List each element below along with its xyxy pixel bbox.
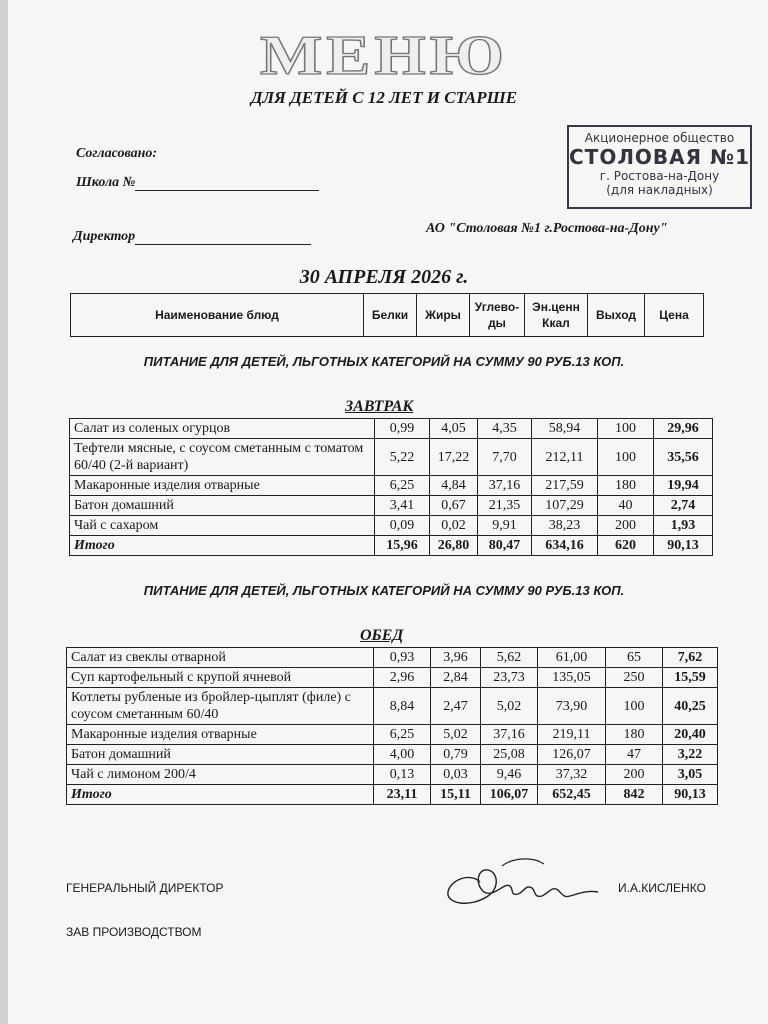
yield-value: 40 — [598, 496, 654, 516]
total-row — [70, 536, 713, 556]
dish-name: Тефтели мясные, с соусом сметанным с томатом 60/40 (2-й вариант) — [70, 439, 375, 476]
table-row — [70, 419, 713, 439]
total-carbs: 106,07 — [481, 785, 538, 805]
carbs-value: 37,16 — [481, 725, 538, 745]
price-value: 29,96 — [654, 419, 713, 439]
carbs-value: 5,02 — [481, 688, 538, 725]
energy-value: 107,29 — [532, 496, 598, 516]
fat-value: 3,96 — [431, 648, 481, 668]
price-value: 40,25 — [663, 688, 718, 725]
carbs-value: 5,62 — [481, 648, 538, 668]
yield-value: 47 — [606, 745, 663, 765]
yield-value: 100 — [606, 688, 663, 725]
yield-value: 100 — [598, 439, 654, 476]
breakfast-subsidy-note: ПИТАНИЕ ДЛЯ ДЕТЕЙ, ЛЬГОТНЫХ КАТЕГОРИЙ НА СУММУ 90 РУБ.13 КОП. — [143, 354, 625, 369]
fat-value: 0,03 — [431, 765, 481, 785]
protein-value: 3,41 — [375, 496, 430, 516]
protein-value: 0,13 — [374, 765, 431, 785]
yield-value: 65 — [606, 648, 663, 668]
price-value: 15,59 — [663, 668, 718, 688]
price-value: 19,94 — [654, 476, 713, 496]
general-director-label: ГЕНЕРАЛЬНЫЙ ДИРЕКТОР — [66, 881, 224, 895]
protein-value: 6,25 — [375, 476, 430, 496]
energy-value: 37,32 — [538, 765, 606, 785]
column-header-table — [70, 293, 704, 337]
director-signature — [440, 852, 605, 914]
energy-value: 61,00 — [538, 648, 606, 668]
stamp-line-4: (для накладных) — [606, 183, 713, 197]
dish-name: Макаронные изделия отварные — [70, 476, 375, 496]
lunch-table — [66, 647, 718, 805]
school-label: Школа № — [76, 175, 136, 190]
total-protein: 23,11 — [374, 785, 431, 805]
table-row — [67, 765, 718, 785]
carbs-value: 9,46 — [481, 765, 538, 785]
dish-name: Суп картофельный с крупой ячневой — [67, 668, 374, 688]
table-row — [70, 439, 713, 476]
dish-name: Батон домашний — [67, 745, 374, 765]
dish-name: Макаронные изделия отварные — [67, 725, 374, 745]
energy-value: 217,59 — [532, 476, 598, 496]
protein-value: 0,09 — [375, 516, 430, 536]
director-signature-line — [135, 230, 311, 245]
total-price: 90,13 — [663, 785, 718, 805]
yield-value: 200 — [598, 516, 654, 536]
table-row — [67, 688, 718, 725]
price-value: 3,22 — [663, 745, 718, 765]
school-signature-line — [135, 176, 319, 191]
col-energy-header: Эн.ценн Ккал — [525, 294, 588, 337]
price-value: 7,62 — [663, 648, 718, 668]
total-yield: 842 — [606, 785, 663, 805]
carbs-value: 21,35 — [478, 496, 532, 516]
breakfast-title: ЗАВТРАК — [345, 398, 414, 415]
protein-value: 5,22 — [375, 439, 430, 476]
price-value: 35,56 — [654, 439, 713, 476]
organization-name: АО "Столовая №1 г.Ростова-на-Дону" — [426, 221, 668, 236]
yield-value: 180 — [606, 725, 663, 745]
fat-value: 2,84 — [431, 668, 481, 688]
price-value: 1,93 — [654, 516, 713, 536]
fat-value: 0,79 — [431, 745, 481, 765]
director-label: Директор — [73, 229, 136, 244]
dish-name: Чай с сахаром — [70, 516, 375, 536]
lunch-subsidy-note: ПИТАНИЕ ДЛЯ ДЕТЕЙ, ЛЬГОТНЫХ КАТЕГОРИЙ НА СУММУ 90 РУБ.13 КОП. — [143, 583, 625, 598]
table-row — [70, 476, 713, 496]
table-row — [70, 496, 713, 516]
fat-value: 4,05 — [430, 419, 478, 439]
dish-name: Батон домашний — [70, 496, 375, 516]
stamp-line-1: Акционерное общество — [584, 131, 735, 145]
production-head-label: ЗАВ ПРОИЗВОДСТВОМ — [66, 925, 202, 939]
table-row — [67, 725, 718, 745]
col-yield-header: Выход — [588, 294, 645, 337]
lunch-title: ОБЕД — [360, 627, 404, 644]
energy-value: 38,23 — [532, 516, 598, 536]
dish-name: Салат из соленых огурцов — [70, 419, 375, 439]
table-row — [67, 648, 718, 668]
page-title: МЕНЮ — [260, 24, 508, 87]
energy-value: 219,11 — [538, 725, 606, 745]
protein-value: 6,25 — [374, 725, 431, 745]
col-carbs-header: Углево- ды — [470, 294, 525, 337]
energy-value: 212,11 — [532, 439, 598, 476]
yield-value: 180 — [598, 476, 654, 496]
protein-value: 4,00 — [374, 745, 431, 765]
general-director-name: И.А.КИСЛЕНКО — [618, 881, 706, 895]
fat-value: 5,02 — [431, 725, 481, 745]
dish-name: Чай с лимоном 200/4 — [67, 765, 374, 785]
fat-value: 4,84 — [430, 476, 478, 496]
carbs-value: 9,91 — [478, 516, 532, 536]
yield-value: 200 — [606, 765, 663, 785]
school-field — [76, 175, 319, 191]
company-stamp — [567, 125, 752, 209]
col-protein-header: Белки — [364, 294, 417, 337]
stamp-line-2: СТОЛОВАЯ №1 — [569, 145, 750, 169]
energy-value: 135,05 — [538, 668, 606, 688]
col-price-header: Цена — [645, 294, 704, 337]
energy-value: 73,90 — [538, 688, 606, 725]
agreed-label: Согласовано: — [76, 146, 158, 161]
stamp-line-3: г. Ростова-на-Дону — [599, 169, 720, 183]
director-field — [73, 229, 311, 245]
carbs-value: 4,35 — [478, 419, 532, 439]
fat-value: 0,02 — [430, 516, 478, 536]
dish-name: Салат из свеклы отварной — [67, 648, 374, 668]
fat-value: 2,47 — [431, 688, 481, 725]
menu-date: 30 АПРЕЛЯ 2026 г. — [299, 266, 469, 288]
carbs-value: 37,16 — [478, 476, 532, 496]
table-row — [67, 668, 718, 688]
total-energy: 634,16 — [532, 536, 598, 556]
total-energy: 652,45 — [538, 785, 606, 805]
protein-value: 0,93 — [374, 648, 431, 668]
price-value: 3,05 — [663, 765, 718, 785]
breakfast-table — [69, 418, 713, 556]
carbs-value: 7,70 — [478, 439, 532, 476]
total-carbs: 80,47 — [478, 536, 532, 556]
total-price: 90,13 — [654, 536, 713, 556]
total-label: Итого — [70, 536, 375, 556]
protein-value: 0,99 — [375, 419, 430, 439]
col-name-header: Наименование блюд — [71, 294, 364, 337]
carbs-value: 23,73 — [481, 668, 538, 688]
total-fat: 15,11 — [431, 785, 481, 805]
total-protein: 15,96 — [375, 536, 430, 556]
table-row — [67, 745, 718, 765]
energy-value: 126,07 — [538, 745, 606, 765]
total-label: Итого — [67, 785, 374, 805]
energy-value: 58,94 — [532, 419, 598, 439]
total-yield: 620 — [598, 536, 654, 556]
price-value: 2,74 — [654, 496, 713, 516]
page-subtitle: ДЛЯ ДЕТЕЙ С 12 ЛЕТ И СТАРШЕ — [250, 88, 518, 107]
table-row — [70, 516, 713, 536]
yield-value: 100 — [598, 419, 654, 439]
total-fat: 26,80 — [430, 536, 478, 556]
total-row — [67, 785, 718, 805]
carbs-value: 25,08 — [481, 745, 538, 765]
fat-value: 0,67 — [430, 496, 478, 516]
fat-value: 17,22 — [430, 439, 478, 476]
protein-value: 8,84 — [374, 688, 431, 725]
protein-value: 2,96 — [374, 668, 431, 688]
dish-name: Котлеты рубленые из бройлер-цыплят (филе) с соусом сметанным 60/40 — [67, 688, 374, 725]
yield-value: 250 — [606, 668, 663, 688]
col-fat-header: Жиры — [417, 294, 470, 337]
price-value: 20,40 — [663, 725, 718, 745]
